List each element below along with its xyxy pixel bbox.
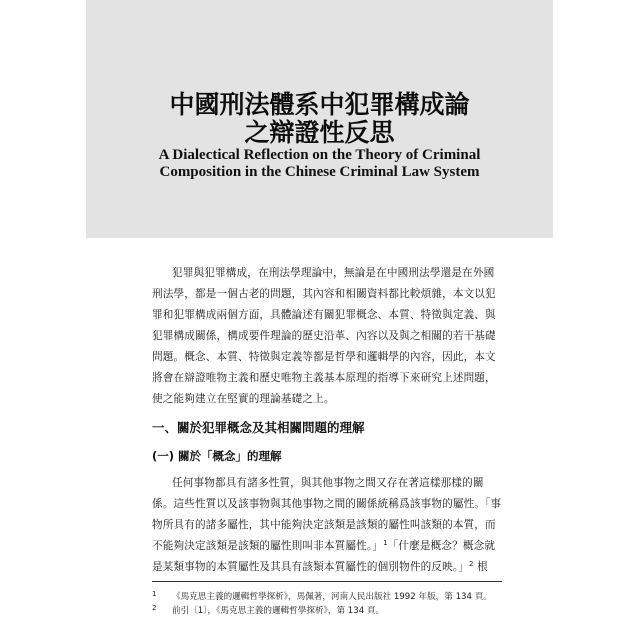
footnote-ref-1[interactable]: 1 [383, 539, 388, 547]
body-line-text: 是某類事物的本質屬性及其具有該類本質屬性的個別物件的反映。」 [152, 561, 470, 573]
body-line: 任何事物都具有諸多性質，與其他事物之間又存在著這樣那樣的關 [172, 477, 484, 489]
body-line-text: 不能夠決定該類是該類的屬性則叫非本質屬性。」 [152, 540, 384, 552]
body-line-text: 「什麼是概念？概念就 [387, 540, 496, 552]
intro-line: 犯罪與犯罪構成，在刑法學理論中，無論是在中國刑法學還是在外國 [172, 267, 495, 279]
body-line [152, 539, 502, 553]
section-heading: 一、關於犯罪概念及其相關問題的理解 [152, 420, 365, 435]
footnote-text: 前引〔1〕，《馬克思主義的邏輯哲學探析》，第 134 頁。 [172, 606, 385, 616]
footnote-ref-2[interactable]: 2 [469, 560, 474, 568]
intro-line: 犯罪構成關係，構成要件理論的歷史沿革、內容以及與之相關的若干基礎 [152, 330, 496, 342]
footnote-divider [152, 581, 502, 582]
intro-line: 罪和犯罪構成兩個方面，具體論述有關犯罪概念、本質、特徵與定義、與 [152, 309, 496, 321]
intro-line: 將會在辯證唯物主義和歷史唯物主義基本原理的指導下來研究上述問題， [152, 372, 496, 384]
footnote-number: 1 [152, 590, 157, 598]
body-line: 係。這些性質以及該事物與其他事物之間的關係統稱爲該事物的屬性。「事 [152, 498, 502, 510]
footnote-2 [152, 602, 502, 617]
title-english-line-2: Composition in the Chinese Criminal Law System [159, 164, 480, 180]
intro-line: 刑法學，都是一個古老的問題，其內容和相關資料都比較煩雜，本文以犯 [152, 288, 496, 300]
intro-line: 問題。概念、本質、特徵與定義等都是哲學和邏輯學的內容，因此，本文 [152, 351, 496, 363]
subsection-heading: (一) 關於「概念」的理解 [152, 449, 282, 463]
body-line [152, 560, 502, 574]
footnote-1 [152, 588, 502, 603]
body-line-text: 根 [477, 561, 488, 573]
body-line: 物所具有的諸多屬性，其中能夠決定該類是該類的屬性叫該類的本質，而 [152, 519, 496, 531]
title-english-line-1: A Dialectical Reflection on the Theory of Criminal [158, 147, 481, 163]
title-chinese-line-2: 之辯證性反思 [244, 118, 395, 147]
intro-line: 使之能夠建立在堅實的理論基礎之上。 [152, 393, 335, 405]
footnote-text: 《馬克思主義的邏輯哲學探析》，馬佩著，河南人民出版社 1992 年版，第 134 頁。 [172, 592, 492, 602]
title-chinese-line-1: 中國刑法體系中犯罪構成論 [169, 90, 470, 119]
footnote-number: 2 [152, 604, 157, 612]
